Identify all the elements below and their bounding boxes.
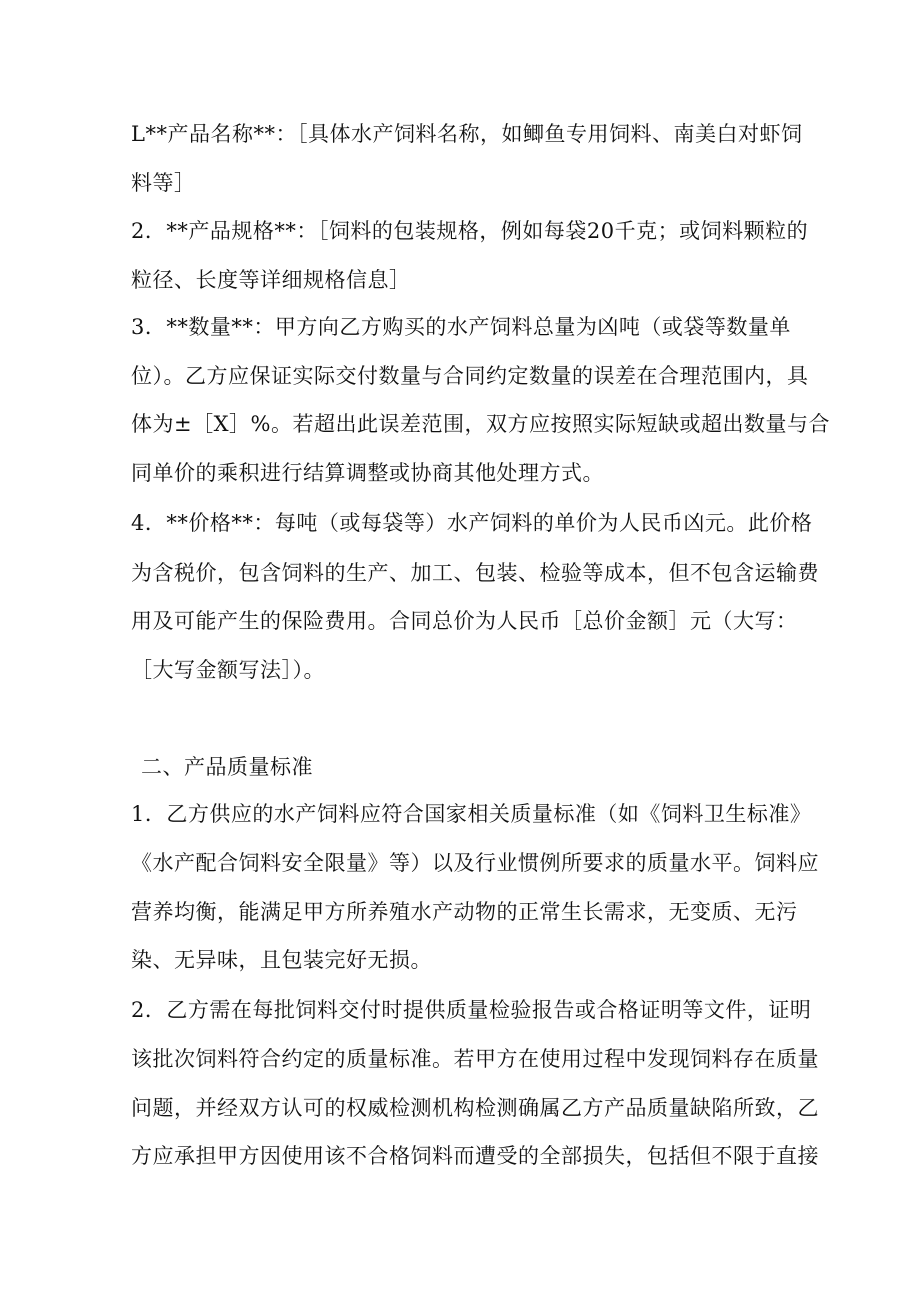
quality-item-1-line-3: 营养均衡，能满足甲方所养殖水产动物的正常生长需求，无变质、无污: [131, 900, 798, 924]
item-3-quantity-line-4: 同单价的乘积进行结算调整或协商其他处理方式。: [131, 461, 604, 485]
item-2-product-spec-line-2: 粒径、长度等详细规格信息］: [131, 268, 411, 292]
quality-item-2-line-3: 问题，并经双方认可的权威检测机构检测确属乙方产品质量缺陷所致，乙: [131, 1096, 819, 1120]
item-4-price-line-4: ［大写金额写法］）。: [131, 658, 325, 682]
quality-item-1-line-1: 1．乙方供应的水产饲料应符合国家相关质量标准（如《饲料卫生标准》: [131, 802, 812, 826]
item-4-price-line-2: 为含税价，包含饲料的生产、加工、包装、检验等成本，但不包含运输费: [131, 561, 819, 585]
item-4-price-line-3: 用及可能产生的保险费用。合同总价为人民币［总价金额］元（大写：: [131, 609, 798, 633]
item-2-product-spec-line-1: 2．**产品规格**：［饲料的包装规格，例如每袋20千克；或饲料颗粒的: [131, 219, 809, 243]
quality-item-2-line-1: 2．乙方需在每批饲料交付时提供质量检验报告或合格证明等文件，证明: [131, 998, 812, 1022]
item-1-product-name-line-1: L**产品名称**：［具体水产饲料名称，如鲫鱼专用饲料、南美白对虾饲: [131, 122, 803, 146]
item-3-quantity-line-2: 位）。乙方应保证实际交付数量与合同约定数量的误差在合理范围内，具: [131, 364, 809, 388]
quality-item-2-line-2: 该批次饲料符合约定的质量标准。若甲方在使用过程中发现饲料存在质量: [131, 1047, 819, 1071]
quality-item-1-line-2: 《水产配合饲料安全限量》等）以及行业惯例所要求的质量水平。饲料应: [131, 851, 819, 875]
item-1-product-name-line-2: 料等］: [131, 171, 196, 195]
item-3-quantity-line-3: 体为±［X］%。若超出此误差范围，双方应按照实际短缺或超出数量与合: [131, 412, 830, 436]
quality-item-2-line-4: 方应承担甲方因使用该不合格饲料而遭受的全部损失，包括但不限于直接: [131, 1144, 819, 1168]
quality-item-1-line-4: 染、无异味，且包装完好无损。: [131, 948, 432, 972]
item-4-price-line-1: 4．**价格**：每吨（或每袋等）水产饲料的单价为人民币凶元。此价格: [131, 511, 813, 535]
item-3-quantity-line-1: 3．**数量**：甲方向乙方购买的水产饲料总量为凶吨（或袋等数量单: [131, 315, 791, 339]
section-heading-quality-standard: 二、产品质量标准: [141, 755, 313, 779]
